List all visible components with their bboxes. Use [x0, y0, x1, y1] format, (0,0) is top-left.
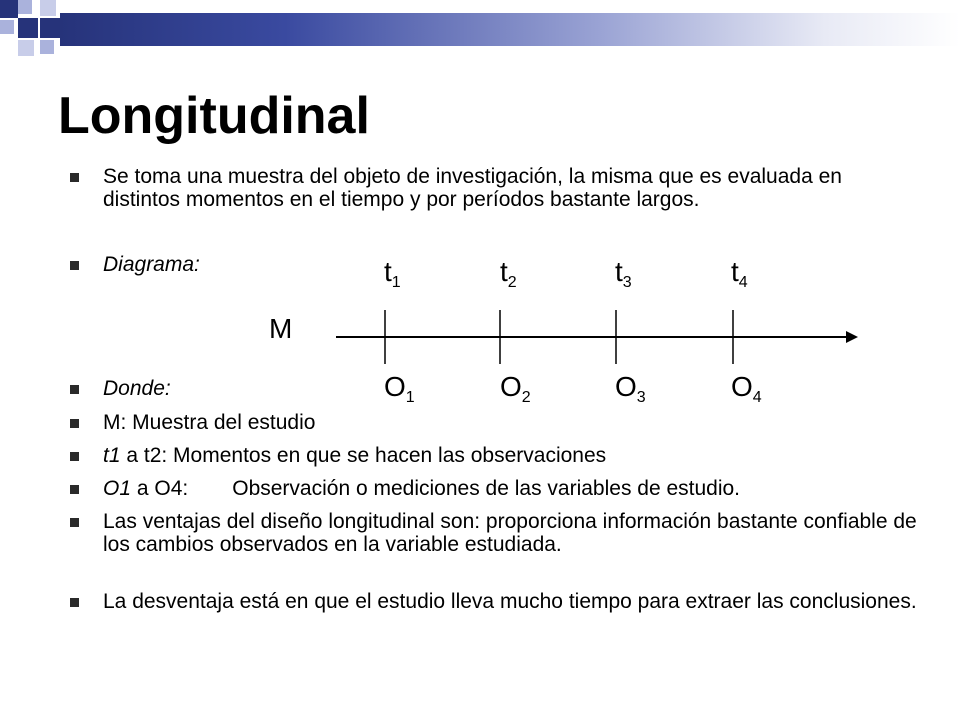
observation-label-3 — [615, 373, 646, 406]
bullet-text: Se toma una muestra del objeto de investigación, la misma que es evaluada en distintos momentos en el tiempo y por períodos bastante largos. — [103, 165, 842, 211]
bullet-text: La desventaja está en que el estudio lleva mucho tiempo para extraer las conclusiones. — [103, 590, 917, 613]
time-sub: 2 — [507, 274, 517, 291]
time-sub: 3 — [622, 274, 632, 291]
bullet-text: Diagrama: — [103, 253, 200, 276]
bullet-em: t1 — [103, 444, 121, 467]
bullet-mid: a t2 — [120, 444, 162, 467]
bullet-rest: : Momentos en que se hacen las observaciones — [161, 444, 607, 467]
bullet-text: Las ventajas del diseño longitudinal son: proporciona información bastante confiable de los cambios observados en la variable estudiada. — [103, 510, 917, 556]
obs-base: O — [615, 371, 637, 402]
bullet-em: O1 — [103, 477, 132, 500]
obs-sub: 2 — [521, 389, 531, 406]
obs-base: O — [500, 371, 522, 402]
slide-title: Longitudinal — [58, 87, 370, 145]
bullet-text: Donde: — [103, 377, 171, 400]
time-base: t — [615, 256, 623, 287]
bullet-rest: : — [182, 477, 189, 500]
obs-base: O — [384, 371, 406, 402]
time-sub: 4 — [738, 274, 748, 291]
bullet-mid: a O4 — [131, 477, 183, 500]
time-base: t — [731, 256, 739, 287]
bullet-after: Observación o mediciones de las variables de estudio. — [232, 477, 741, 500]
obs-base: O — [731, 371, 753, 402]
observation-label-4 — [731, 373, 762, 406]
time-sub: 1 — [391, 274, 401, 291]
sample-label: M — [269, 313, 293, 344]
observation-label-1 — [384, 373, 415, 406]
observation-label-2 — [500, 373, 531, 406]
obs-sub: 3 — [636, 389, 646, 406]
bullet-text: M: Muestra del estudio — [103, 411, 316, 434]
obs-sub: 1 — [405, 389, 415, 406]
time-base: t — [384, 256, 392, 287]
time-base: t — [500, 256, 508, 287]
obs-sub: 4 — [752, 389, 762, 406]
timeline-arrowhead — [846, 331, 858, 343]
